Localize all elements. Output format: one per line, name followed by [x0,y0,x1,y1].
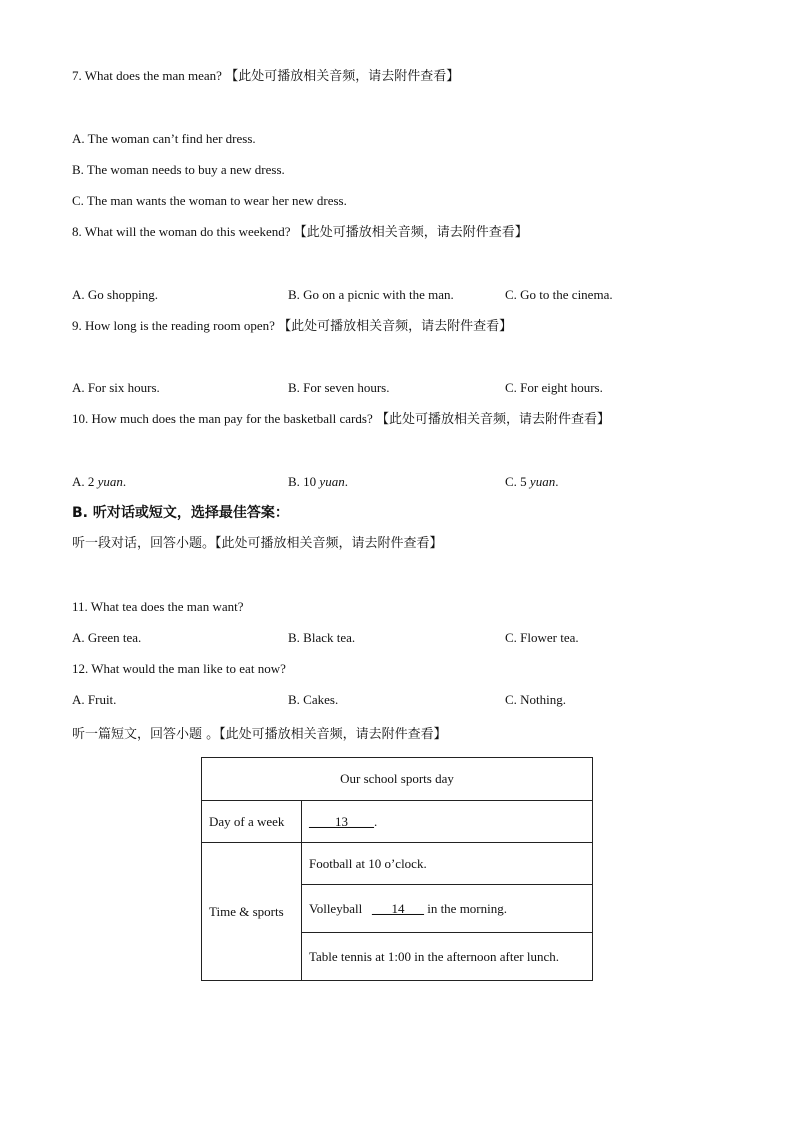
answer-blank-14[interactable]: ___14___ [371,900,424,916]
question-number: 10. [72,411,89,426]
question-text: How long is the reading room open? [85,318,275,333]
option-11c: C. Flower tea. [505,630,579,645]
option-12a: A. Fruit. [72,692,117,707]
option-11b: B. Black tea. [288,630,356,645]
question-9 [72,318,512,335]
option-10c: C. 5 yuan. [505,474,559,489]
question-7 [72,68,459,85]
option-8b: B. Go on a picnic with the man. [288,287,454,302]
question-text: What will the woman do this weekend? [84,224,291,239]
day-label: Day of a week [202,801,302,843]
table-title: Our school sports day [202,758,593,801]
time-sports-label: Time & sports [202,843,302,981]
question-number: 12. [72,661,89,676]
question-text: What would the man like to eat now? [91,661,286,676]
audio-note: 【此处可播放相关音频，请去附件查看】 [225,69,460,84]
option-9b: B. For seven hours. [288,380,390,395]
question-12 [72,661,286,677]
option-10b: B. 10 yuan. [288,474,348,489]
question-number: 9. [72,318,82,333]
question-number: 7. [72,68,82,83]
option-11a: A. Green tea. [72,630,142,645]
answer-blank-13[interactable]: ____13____ [309,813,374,829]
option-12b: B. Cakes. [288,692,339,707]
day-value: ____13____. [302,801,593,843]
question-number: 8. [72,224,82,239]
option-8a: A. Go shopping. [72,287,158,302]
dialogue-intro: 听一段对话，回答小题。【此处可播放相关音频，请去附件查看】 [72,536,443,551]
option-12c: C. Nothing. [505,692,567,707]
section-b-heading: B. 听对话或短文，选择最佳答案： [72,505,289,521]
option-7a: A. The woman can’t find her dress. [72,131,256,146]
question-text: How much does the man pay for the basketball cards? [91,411,373,426]
option-7b: B. The woman needs to buy a new dress. [72,162,285,177]
option-7c: C. The man wants the woman to wear her new dress. [72,193,347,208]
option-10a: A. 2 yuan. [72,474,127,489]
audio-note: 【此处可播放相关音频，请去附件查看】 [293,225,528,240]
question-8 [72,224,528,241]
volleyball-cell: Volleyball ___14___ in the morning. [302,885,593,933]
question-text: What does the man mean? [84,68,222,83]
sports-day-table [201,757,593,981]
question-10 [72,411,610,428]
audio-note: 【此处可播放相关音频，请去附件查看】 [375,412,610,427]
option-9a: A. For six hours. [72,380,160,395]
table-tennis-cell: Table tennis at 1:00 in the afternoon after lunch. [302,933,593,981]
passage-intro: 听一篇短文，回答小题 。【此处可播放相关音频，请去附件查看】 [72,727,447,742]
question-number: 11. [72,599,88,614]
option-8c: C. Go to the cinema. [505,287,613,302]
audio-note: 【此处可播放相关音频，请去附件查看】 [278,319,513,334]
football-cell: Football at 10 o’clock. [302,843,593,885]
question-11 [72,599,243,615]
option-9c: C. For eight hours. [505,380,603,395]
question-text: What tea does the man want? [90,599,244,614]
